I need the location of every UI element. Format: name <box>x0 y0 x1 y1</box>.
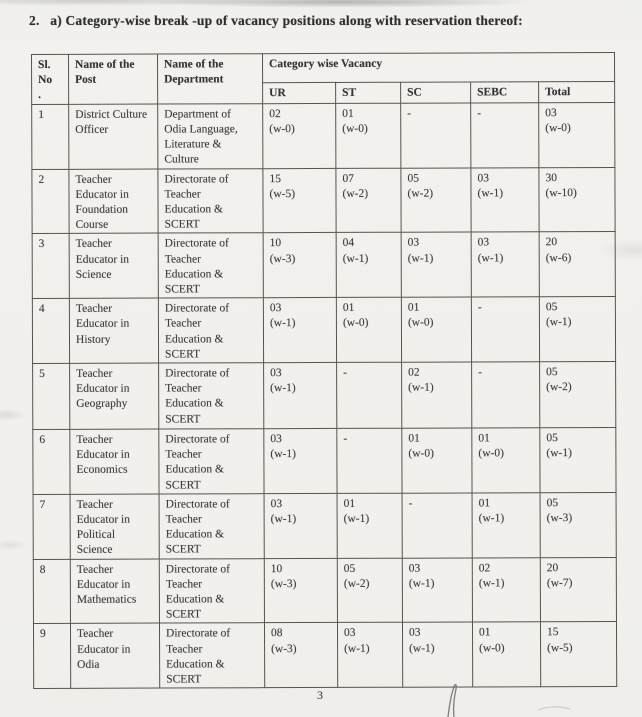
cell-total: 20 (w-7) <box>540 557 616 622</box>
table-row <box>33 492 616 559</box>
cell-sl-no: 4 <box>32 299 69 364</box>
cell-st: 05 (w-2) <box>337 558 402 623</box>
cell-ur: 10 (w-3) <box>263 233 336 298</box>
cell-sc: 03 (w-1) <box>402 558 472 623</box>
cell-ur: 10 (w-3) <box>264 558 337 623</box>
cell-total: 05 (w-1) <box>540 428 616 493</box>
header-sebc: SEBC <box>471 82 539 102</box>
cell-department: Department of Odia Language, Literature & Culture <box>158 103 263 168</box>
cell-total: 03 (w-0) <box>539 102 615 167</box>
table-row <box>33 557 616 624</box>
cell-sebc: 01 (w-0) <box>472 428 540 493</box>
cell-department: Directorate of Teacher Education & SCERT <box>158 298 263 363</box>
cell-sc: 03 (w-1) <box>402 622 472 687</box>
cell-ur: 03 (w-1) <box>264 362 337 428</box>
cell-post: District Culture Officer <box>69 104 158 169</box>
cell-total: 15 (w-5) <box>540 622 616 687</box>
cell-ur: 15 (w-5) <box>263 168 336 233</box>
cell-sebc: - <box>471 102 539 167</box>
header-ur: UR <box>263 83 336 103</box>
cell-st: - <box>337 428 402 493</box>
cell-sc: 03 (w-1) <box>401 232 471 297</box>
cell-sl-no: 1 <box>32 104 69 169</box>
vacancy-table <box>31 52 617 689</box>
cell-sl-no: 3 <box>32 234 69 299</box>
cell-department: Directorate of Teacher Education & SCERT <box>158 233 263 298</box>
cell-department: Directorate of Teacher Education & SCERT <box>159 363 264 429</box>
cell-post: Teacher Educator in Political Science <box>70 494 159 559</box>
cell-sebc: - <box>472 362 540 428</box>
cell-sebc: - <box>471 297 539 362</box>
table-row <box>32 102 615 169</box>
cell-st: 07 (w-2) <box>336 168 401 233</box>
cell-sc: 01 (w-0) <box>401 297 471 362</box>
cell-post: Teacher Educator in Odia <box>70 624 159 689</box>
cell-ur: 03 (w-1) <box>264 493 337 558</box>
cell-sl-no: 9 <box>33 624 70 689</box>
cell-department: Directorate of Teacher Education & SCERT <box>159 623 264 688</box>
cell-post: Teacher Educator in Foundation Course <box>69 169 158 234</box>
header-st: ST <box>336 83 401 103</box>
cell-sl-no: 5 <box>33 363 70 429</box>
cell-sc: 02 (w-1) <box>402 362 472 428</box>
cell-st: 04 (w-1) <box>336 233 401 298</box>
table-row <box>32 167 615 234</box>
pen-mark-scribble <box>430 660 610 717</box>
cell-sc: - <box>402 493 472 558</box>
cell-sebc: 03 (w-1) <box>471 167 539 232</box>
cell-sl-no: 7 <box>33 494 70 559</box>
document-heading: 2. a) Category-wise break -up of vacancy positions along with reservation thereof: <box>29 13 523 28</box>
cell-sebc: 01 (w-1) <box>472 493 540 558</box>
cell-sc: 01 (w-0) <box>402 428 472 493</box>
cell-sebc: 03 (w-1) <box>471 232 539 297</box>
cell-sl-no: 8 <box>33 559 70 624</box>
header-department: Name of the Department <box>158 54 263 104</box>
cell-sebc: 02 (w-1) <box>472 557 540 622</box>
table-row <box>33 362 616 430</box>
cell-st: 01 (w-1) <box>337 493 402 558</box>
cell-ur: 03 (w-1) <box>263 298 336 363</box>
cell-sc: 05 (w-2) <box>401 168 471 233</box>
cell-ur: 08 (w-3) <box>264 623 337 688</box>
header-row-top <box>32 52 615 83</box>
cell-post: Teacher Educator in Science <box>69 233 158 298</box>
table-row <box>32 232 615 299</box>
cell-total: 05 (w-3) <box>540 492 616 557</box>
cell-post: Teacher Educator in Economics <box>70 429 159 494</box>
cell-st: 03 (w-1) <box>337 623 402 688</box>
cell-total: 05 (w-1) <box>539 297 615 362</box>
cell-st: 01 (w-0) <box>336 103 401 168</box>
cell-post: Teacher Educator in History <box>69 298 158 363</box>
cell-post: Teacher Educator in Mathematics <box>70 559 159 624</box>
cell-department: Directorate of Teacher Education & SCERT <box>159 429 264 494</box>
cell-department: Directorate of Teacher Education & SCERT <box>159 494 264 559</box>
cell-sebc: 01 (w-0) <box>472 622 540 687</box>
page-number: 3 <box>317 688 323 702</box>
cell-total: 30 (w-10) <box>539 167 615 232</box>
cell-st: 01 (w-0) <box>336 297 401 362</box>
header-sl-no: Sl. No . <box>32 54 69 104</box>
cell-ur: 03 (w-1) <box>264 428 337 493</box>
header-category-group: Category wise Vacancy <box>263 52 615 83</box>
table-row <box>32 297 615 364</box>
cell-ur: 02 (w-0) <box>263 103 336 168</box>
cell-department: Directorate of Teacher Education & SCERT <box>159 558 264 623</box>
cell-total: 20 (w-6) <box>539 232 615 297</box>
header-post: Name of the Post <box>69 54 158 104</box>
cell-sl-no: 6 <box>33 429 70 494</box>
header-sc: SC <box>401 82 471 102</box>
cell-sl-no: 2 <box>32 169 69 234</box>
header-total: Total <box>539 82 615 102</box>
cell-post: Teacher Educator in Geography <box>70 363 159 429</box>
table-row <box>33 428 616 495</box>
cell-st: - <box>337 362 402 428</box>
cell-department: Directorate of Teacher Education & SCERT <box>158 168 263 233</box>
cell-total: 05 (w-2) <box>540 362 616 428</box>
cell-sc: - <box>401 103 471 168</box>
